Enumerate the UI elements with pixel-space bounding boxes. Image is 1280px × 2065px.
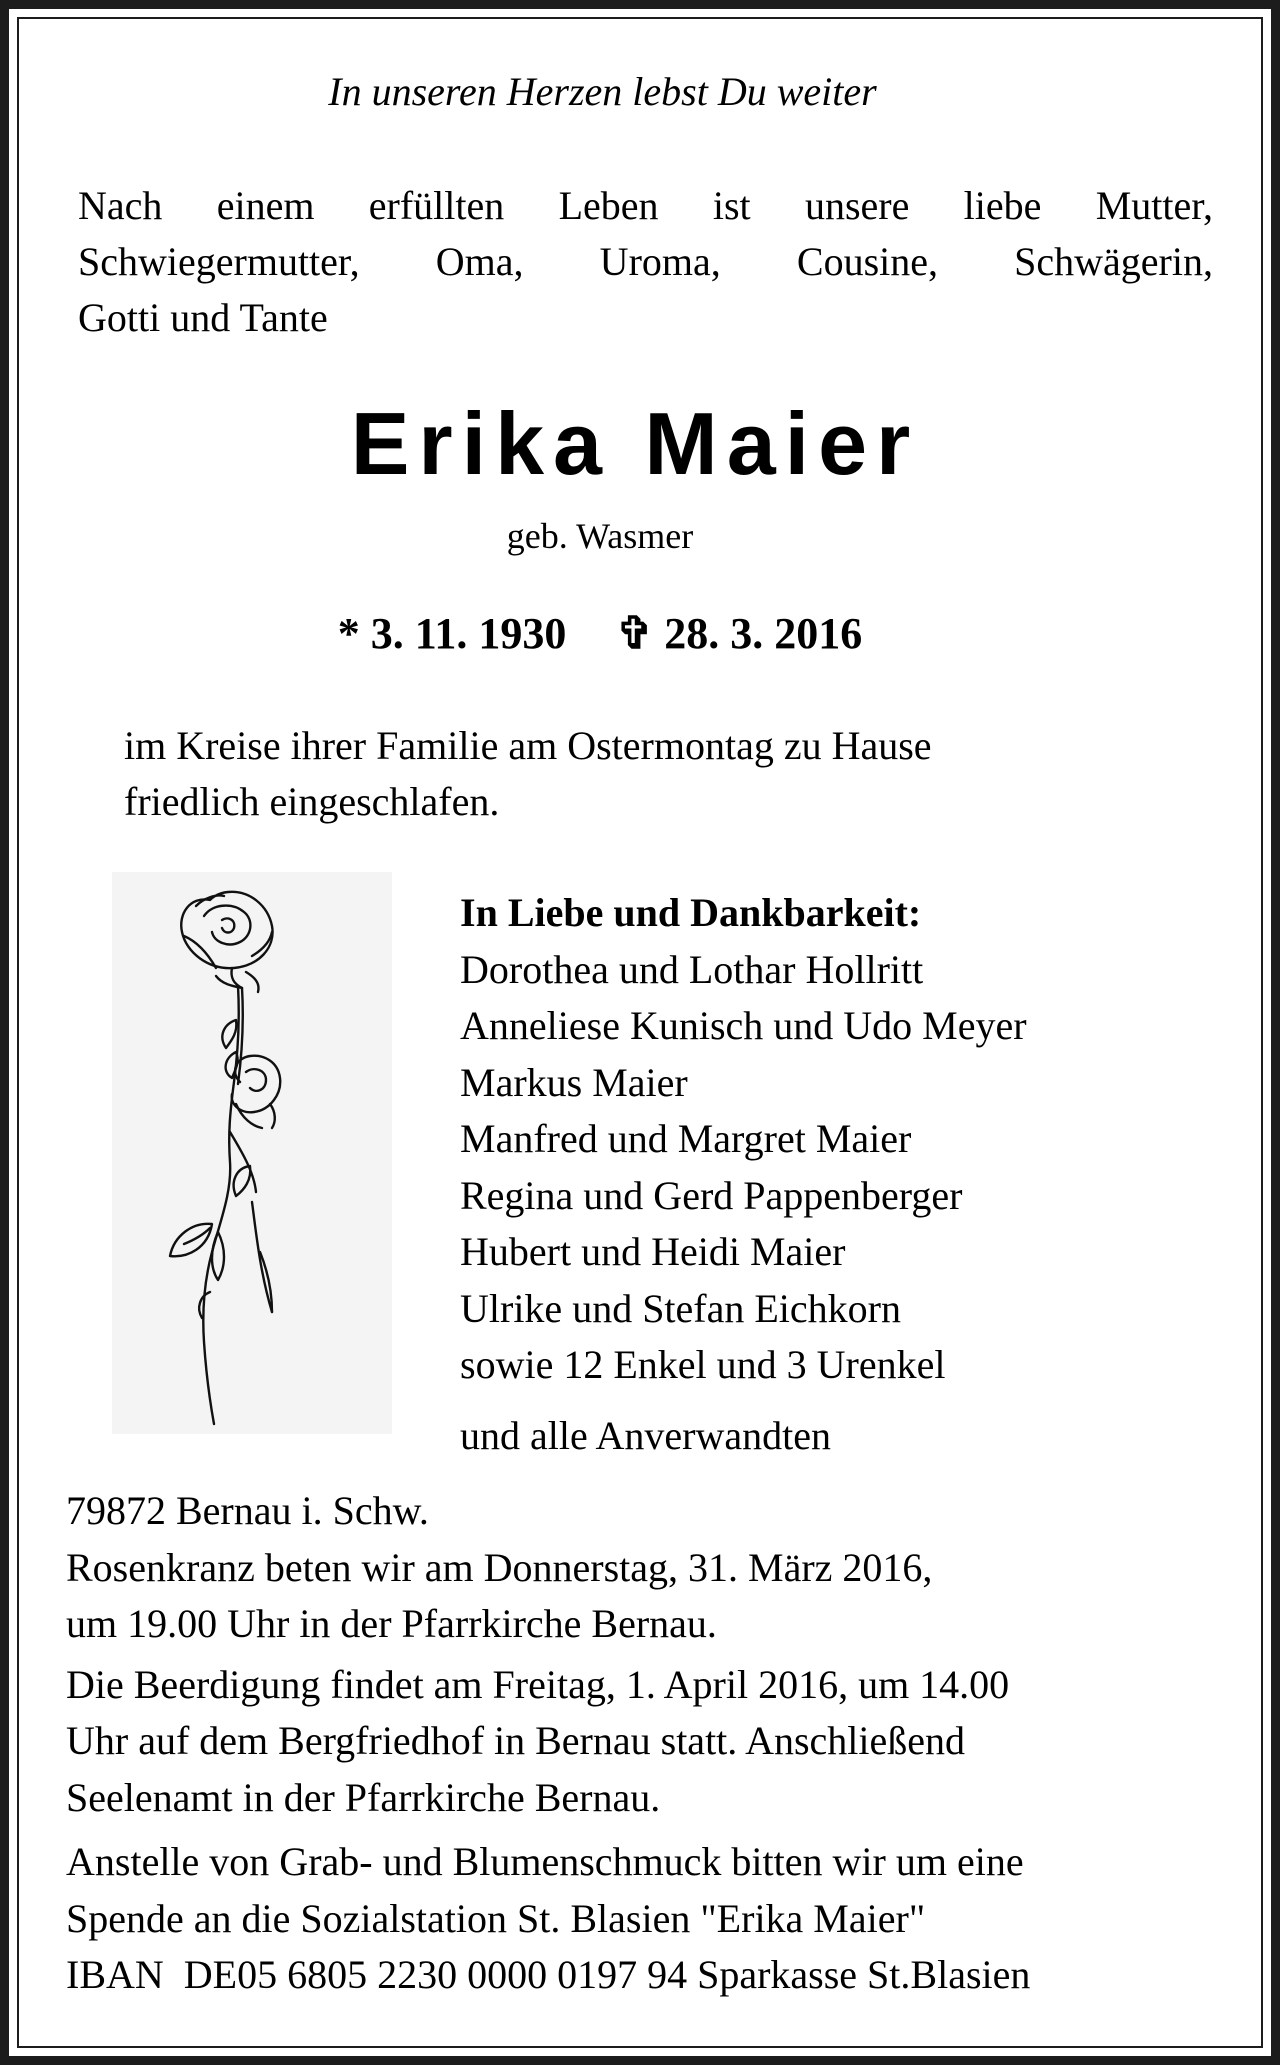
- rosary-line: um 19.00 Uhr in der Pfarrkirche Bernau.: [66, 1601, 717, 1646]
- rose-illustration: [112, 872, 392, 1434]
- funeral-line: Seelenamt in der Pfarrkirche Bernau.: [66, 1774, 661, 1820]
- passing-line: friedlich eingeschlafen.: [124, 779, 500, 824]
- family-member: Markus Maier: [460, 1059, 688, 1105]
- funeral-line: Die Beerdigung findet am Freitag, 1. April 2016, um 14.00: [66, 1661, 1010, 1707]
- family-member: Regina und Gerd Pappenberger: [460, 1172, 963, 1218]
- family-member: sowie 12 Enkel und 3 Urenkel: [460, 1342, 946, 1387]
- family-member: Dorothea und Lothar Hollritt: [460, 946, 924, 992]
- family-member: Anneliese Kunisch und Udo Meyer: [460, 1003, 1027, 1048]
- deceased-name: Erika Maier: [350, 394, 920, 493]
- donation-line: IBAN DE05 6805 2230 0000 0197 94 Sparkasse St.Blasien: [66, 1952, 1031, 1997]
- family-relatives: und alle Anverwandten: [460, 1412, 831, 1458]
- family-member: Manfred und Margret Maier: [460, 1116, 912, 1161]
- family-member: Hubert und Heidi Maier: [460, 1229, 846, 1274]
- closing-text: [66, 1483, 1246, 2004]
- family-heading: In Liebe und Dankbarkeit:: [460, 890, 922, 935]
- rosary-line: Rosenkranz beten wir am Donnerstag, 31. März 2016,: [66, 1544, 933, 1590]
- death-date: ✞ 28. 3. 2016: [616, 609, 863, 658]
- intro-line: Schwiegermutter, Oma, Uroma, Cousine, Schwägerin,: [78, 239, 1213, 284]
- passing-text: [124, 718, 1174, 830]
- place-line: 79872 Bernau i. Schw.: [66, 1488, 429, 1533]
- birth-name: geb. Wasmer: [506, 516, 694, 556]
- family-member: Ulrike und Stefan Eichkorn: [460, 1285, 901, 1331]
- family-list: [460, 885, 1220, 1464]
- motto: In unseren Herzen lebst Du weiter: [328, 69, 877, 114]
- funeral-line: Uhr auf dem Bergfriedhof in Bernau statt. Anschließend: [66, 1718, 966, 1763]
- life-dates: [0, 609, 1280, 658]
- intro-line: Gotti und Tante: [78, 295, 328, 340]
- birth-date: * 3. 11. 1930: [337, 609, 567, 658]
- intro-text: [78, 178, 1213, 346]
- donation-line: Anstelle von Grab- und Blumenschmuck bitten wir um eine: [66, 1839, 1024, 1884]
- donation-line: Spende an die Sozialstation St. Blasien "Erika Maier": [66, 1895, 926, 1941]
- passing-line: im Kreise ihrer Familie am Ostermontag zu Hause: [124, 723, 932, 768]
- intro-line: Nach einem erfüllten Leben ist unsere liebe Mutter,: [78, 183, 1213, 228]
- rose-icon: [112, 872, 392, 1434]
